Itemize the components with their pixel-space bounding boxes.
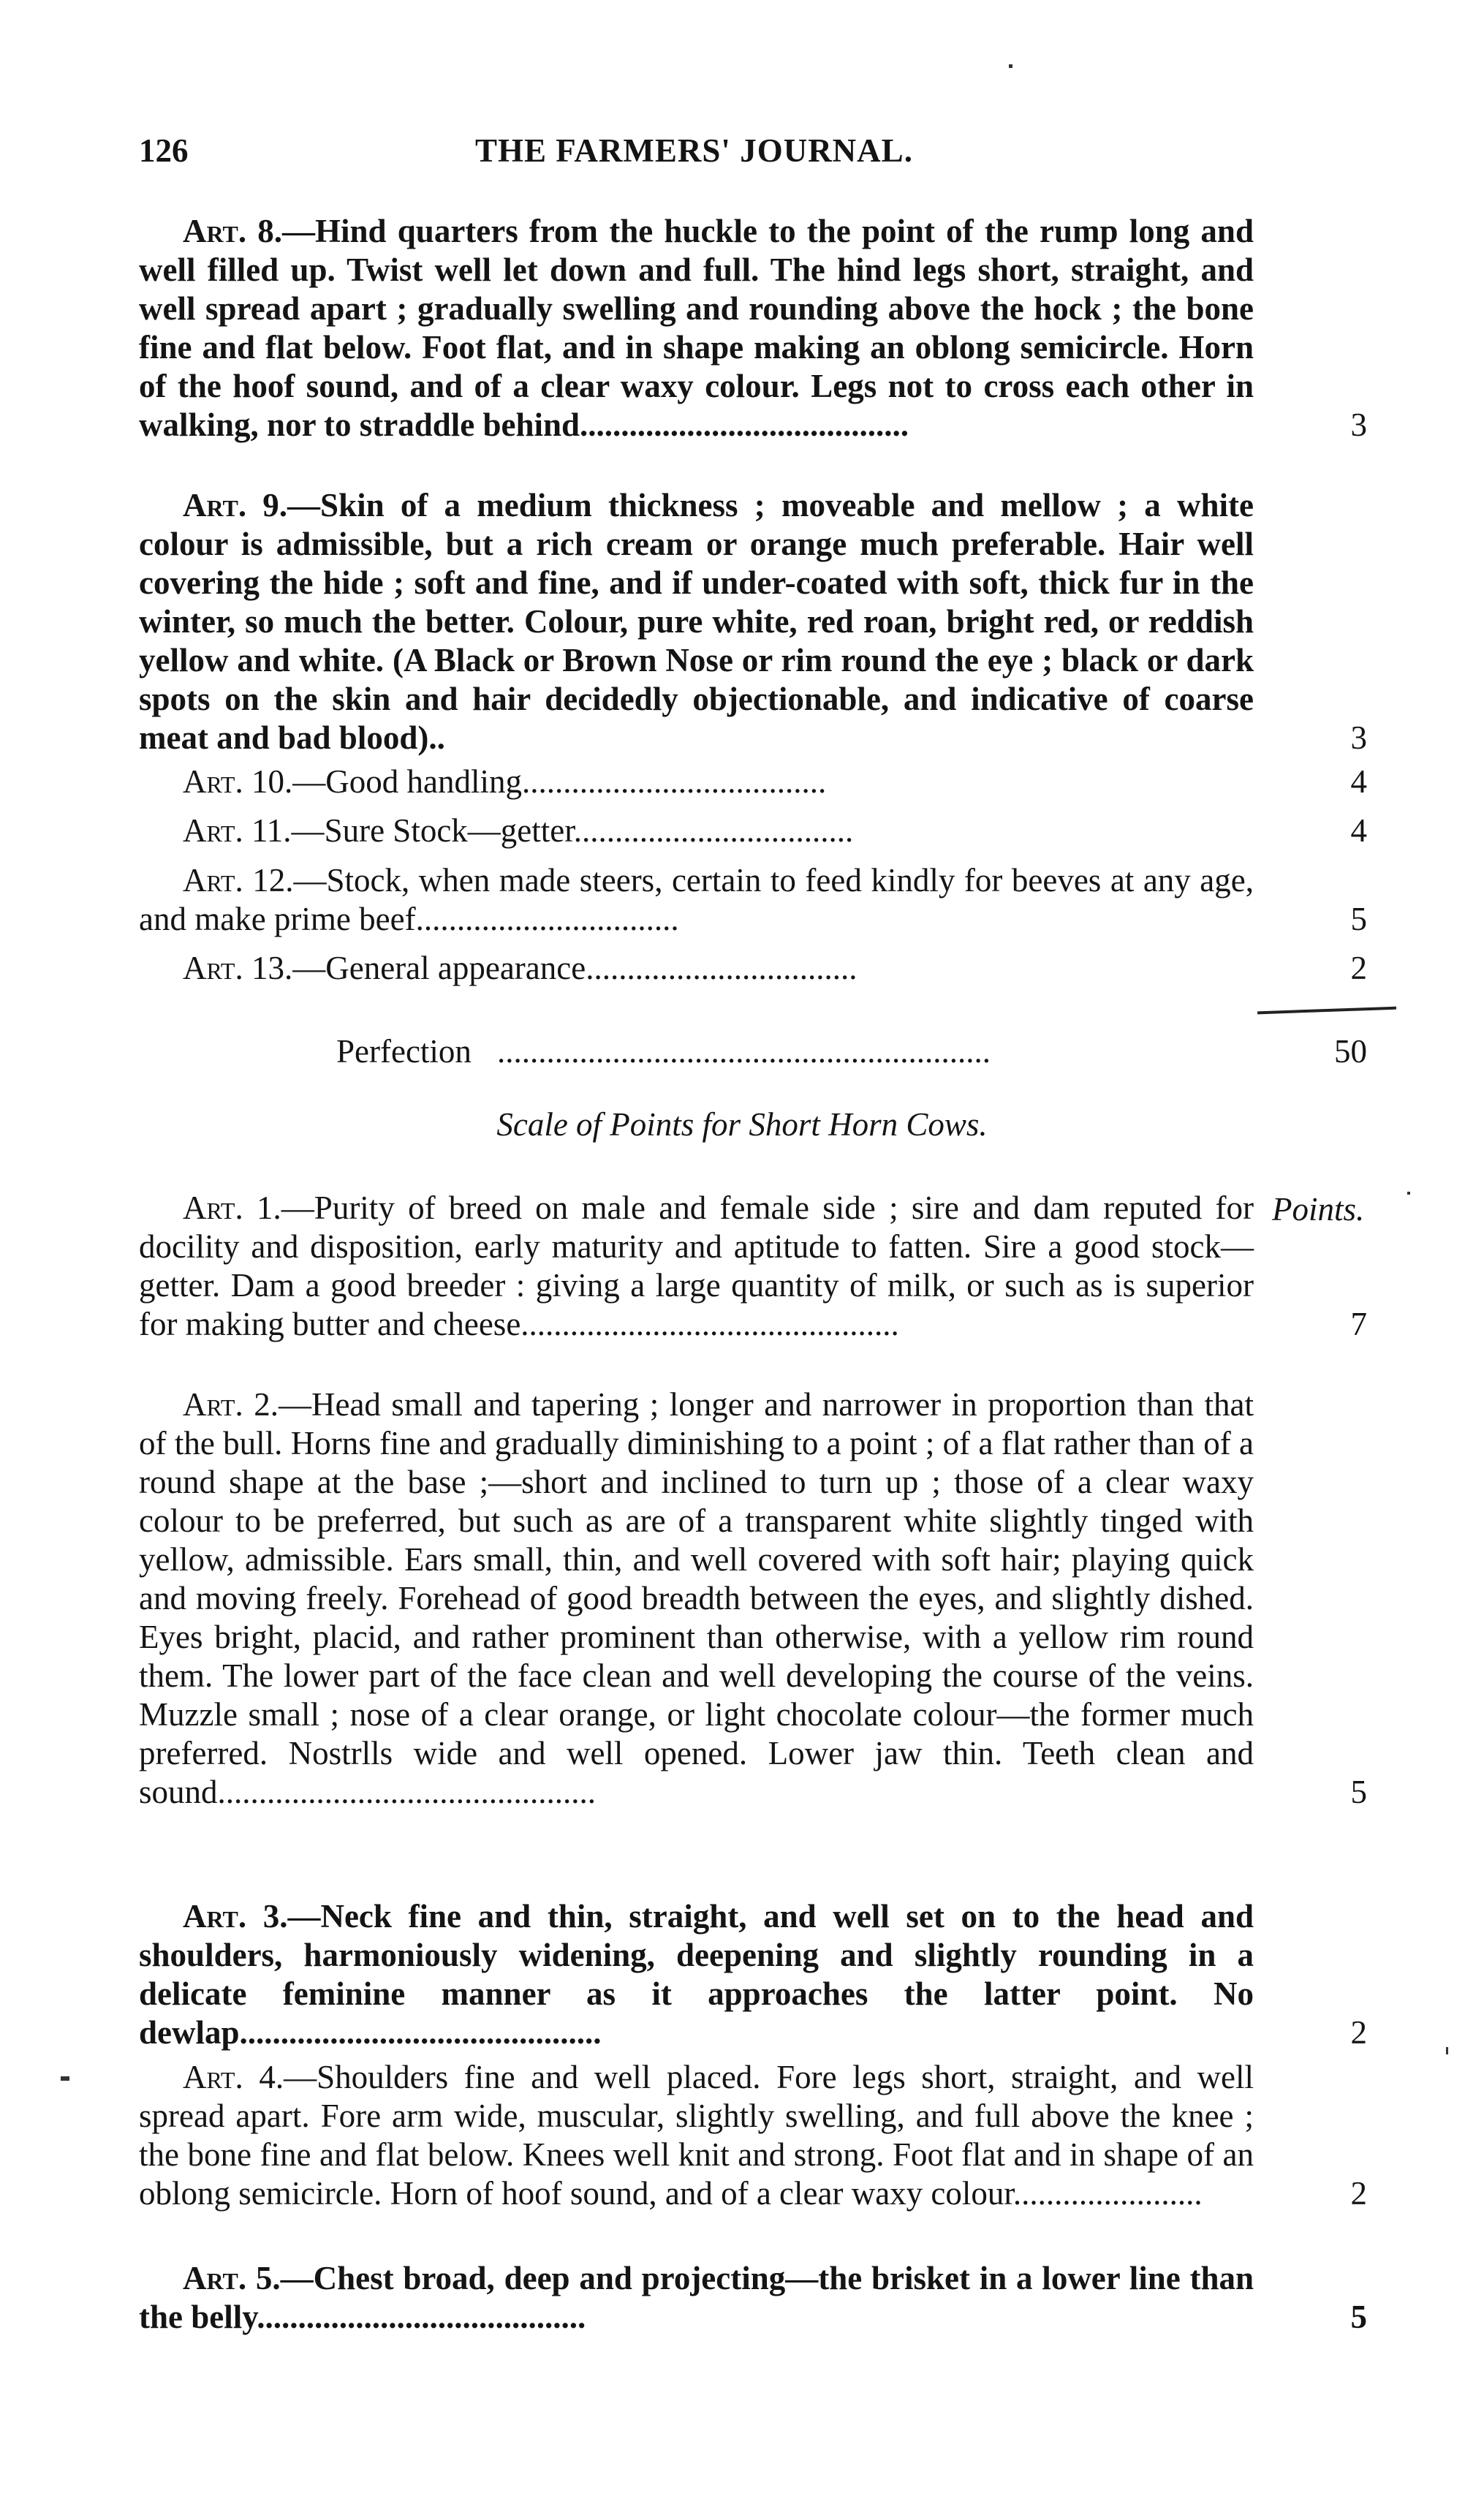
article-points: 2 (1350, 2014, 1367, 2051)
article-label: Art. (183, 862, 243, 899)
article-text: Neck fine and thin, straight, and well set on to the head and shoulders, harmoniously widening, deepening and slightly rounding in a delicate feminine manner as it approaches the latter point. No dewlap............................................ (139, 1898, 1254, 2051)
article-9 (139, 486, 1367, 757)
cow-article-4 (139, 2058, 1367, 2213)
page-header (139, 132, 1268, 183)
article-points: 2 (1350, 950, 1367, 986)
article-points: 2 (1350, 2175, 1367, 2212)
points-column-heading: Points. (1272, 1191, 1365, 1228)
running-title: THE FARMERS' JOURNAL. (475, 132, 913, 169)
print-speck (1407, 1192, 1410, 1195)
article-13 (139, 949, 1367, 988)
article-text: Skin of a medium thickness ; moveable and mellow ; a white colour is admissible, but a rich cream or orange much preferable. Hair well covering the hide ; soft and fine, and if under-coated with soft, thick fur in the winter, so much the better. Colour, pure white, red roan, bright red, or reddish yellow and white. (A Black or Brown Nose or rim round the eye ; black or dark spots on the skin and hair decidedly objectionable, and indicative of coarse meat and bad blood).. (139, 487, 1254, 756)
article-points: 5 (1350, 2299, 1367, 2335)
article-number: 4.— (243, 2059, 317, 2095)
article-text: Stock, when made steers, certain to feed kindly for beeves at any age, and make prime beef................................ (139, 862, 1254, 937)
print-speck (1009, 64, 1012, 68)
article-number: 12.— (243, 862, 327, 899)
perfection-label: Perfection (336, 1033, 472, 1070)
section-heading: Scale of Points for Short Horn Cows. (496, 1106, 988, 1143)
article-text: Chest broad, deep and projecting—the brisket in a lower line than the belly........................................ (139, 2260, 1254, 2335)
article-label: Art. (183, 1898, 247, 1935)
article-label: Art. (183, 763, 243, 800)
print-speck (61, 2076, 69, 2081)
article-12 (139, 861, 1367, 939)
leader-dots: ............................................................ (497, 1033, 991, 1070)
article-text: Good handling..................................... (325, 763, 827, 800)
article-text: Shoulders fine and well placed. Fore legs short, straight, and well spread apart. Fore arm wide, muscular, slightly swelling, and full above the knee ; the bone fine and flat below. Knees well knit and strong. Foot flat and in shape of an oblong semicircle. Horn of hoof sound, and of a clear waxy colour....................... (139, 2059, 1254, 2212)
article-10 (139, 763, 1367, 801)
article-text: Sure Stock—getter.................................. (324, 812, 854, 849)
article-number: 3.— (246, 1898, 321, 1935)
article-text: Head small and tapering ; longer and narrower in proportion than that of the bull. Horns fine and gradually diminishing to a point ; of a flat rather than of a round shape at the base ;—short and inclined to turn up ; those of a clear waxy colour to be preferred, but such as are of a transparent white slightly tinged with yellow, admissible. Ears small, thin, and well covered with soft hair; playing quick and moving freely. Forehead of good breadth between the eyes, and slightly dished. Eyes bright, placid, and rather prominent than otherwise, with a yellow rim round them. The lower part of the face clean and well developing the course of the veins. Muzzle small ; nose of a clear orange, or light chocolate colour—the former much preferred. Nostrlls wide and well opened. Lower jaw thin. Teeth clean and sound.............................................. (139, 1386, 1254, 1810)
article-number: 1.— (243, 1190, 314, 1226)
article-points: 5 (1350, 901, 1367, 937)
cow-article-5 (139, 2259, 1367, 2337)
page-number: 126 (139, 132, 189, 169)
article-label: Art. (183, 950, 243, 986)
article-points: 4 (1350, 763, 1367, 800)
article-label: Art. (183, 487, 247, 523)
article-label: Art. (183, 1386, 243, 1423)
article-points: 7 (1350, 1306, 1367, 1342)
article-number: 5.— (246, 2260, 314, 2296)
sum-rule (1257, 1007, 1396, 1015)
article-number: 10.— (243, 763, 326, 800)
perfection-total: 50 (1334, 1033, 1367, 1070)
article-text: Hind quarters from the huckle to the point of the rump long and well filled up. Twist well let down and full. The hind legs short, straight, and well spread apart ; gradually swelling and rounding above the hock ; the bone fine and flat below. Foot flat, and in shape making an oblong semicircle. Horn of the hoof sound, and of a clear waxy colour. Legs not to cross each other in walking, nor to straddle behind........................................ (139, 213, 1254, 443)
article-label: Art. (183, 2260, 247, 2296)
article-label: Art. (183, 1190, 243, 1226)
article-number: 9.— (246, 487, 321, 523)
article-number: 2.— (243, 1386, 311, 1423)
cow-article-2 (139, 1385, 1367, 1812)
perfection-row (139, 1032, 1367, 1076)
article-number: 13.— (243, 950, 326, 986)
article-label: Art. (183, 812, 243, 849)
article-11 (139, 812, 1367, 850)
article-label: Art. (183, 213, 247, 249)
article-text: Purity of breed on male and female side ; sire and dam reputed for docility and disposition, early maturity and aptitude to fatten. Sire a good stock—getter. Dam a good breeder : giving a large quantity of milk, or such as is superior for making butter and cheese.............................................. (139, 1190, 1254, 1342)
print-speck (1446, 2047, 1448, 2054)
article-points: 3 (1350, 719, 1367, 756)
article-points: 3 (1350, 406, 1367, 443)
article-text: General appearance................................. (325, 950, 858, 986)
article-number: 8.— (246, 213, 316, 249)
article-8 (139, 212, 1367, 445)
cow-article-3 (139, 1897, 1367, 2052)
article-points: 5 (1350, 1774, 1367, 1810)
article-number: 11.— (243, 812, 325, 849)
article-points: 4 (1350, 812, 1367, 849)
cow-article-1 (139, 1189, 1367, 1344)
article-label: Art. (183, 2059, 243, 2095)
